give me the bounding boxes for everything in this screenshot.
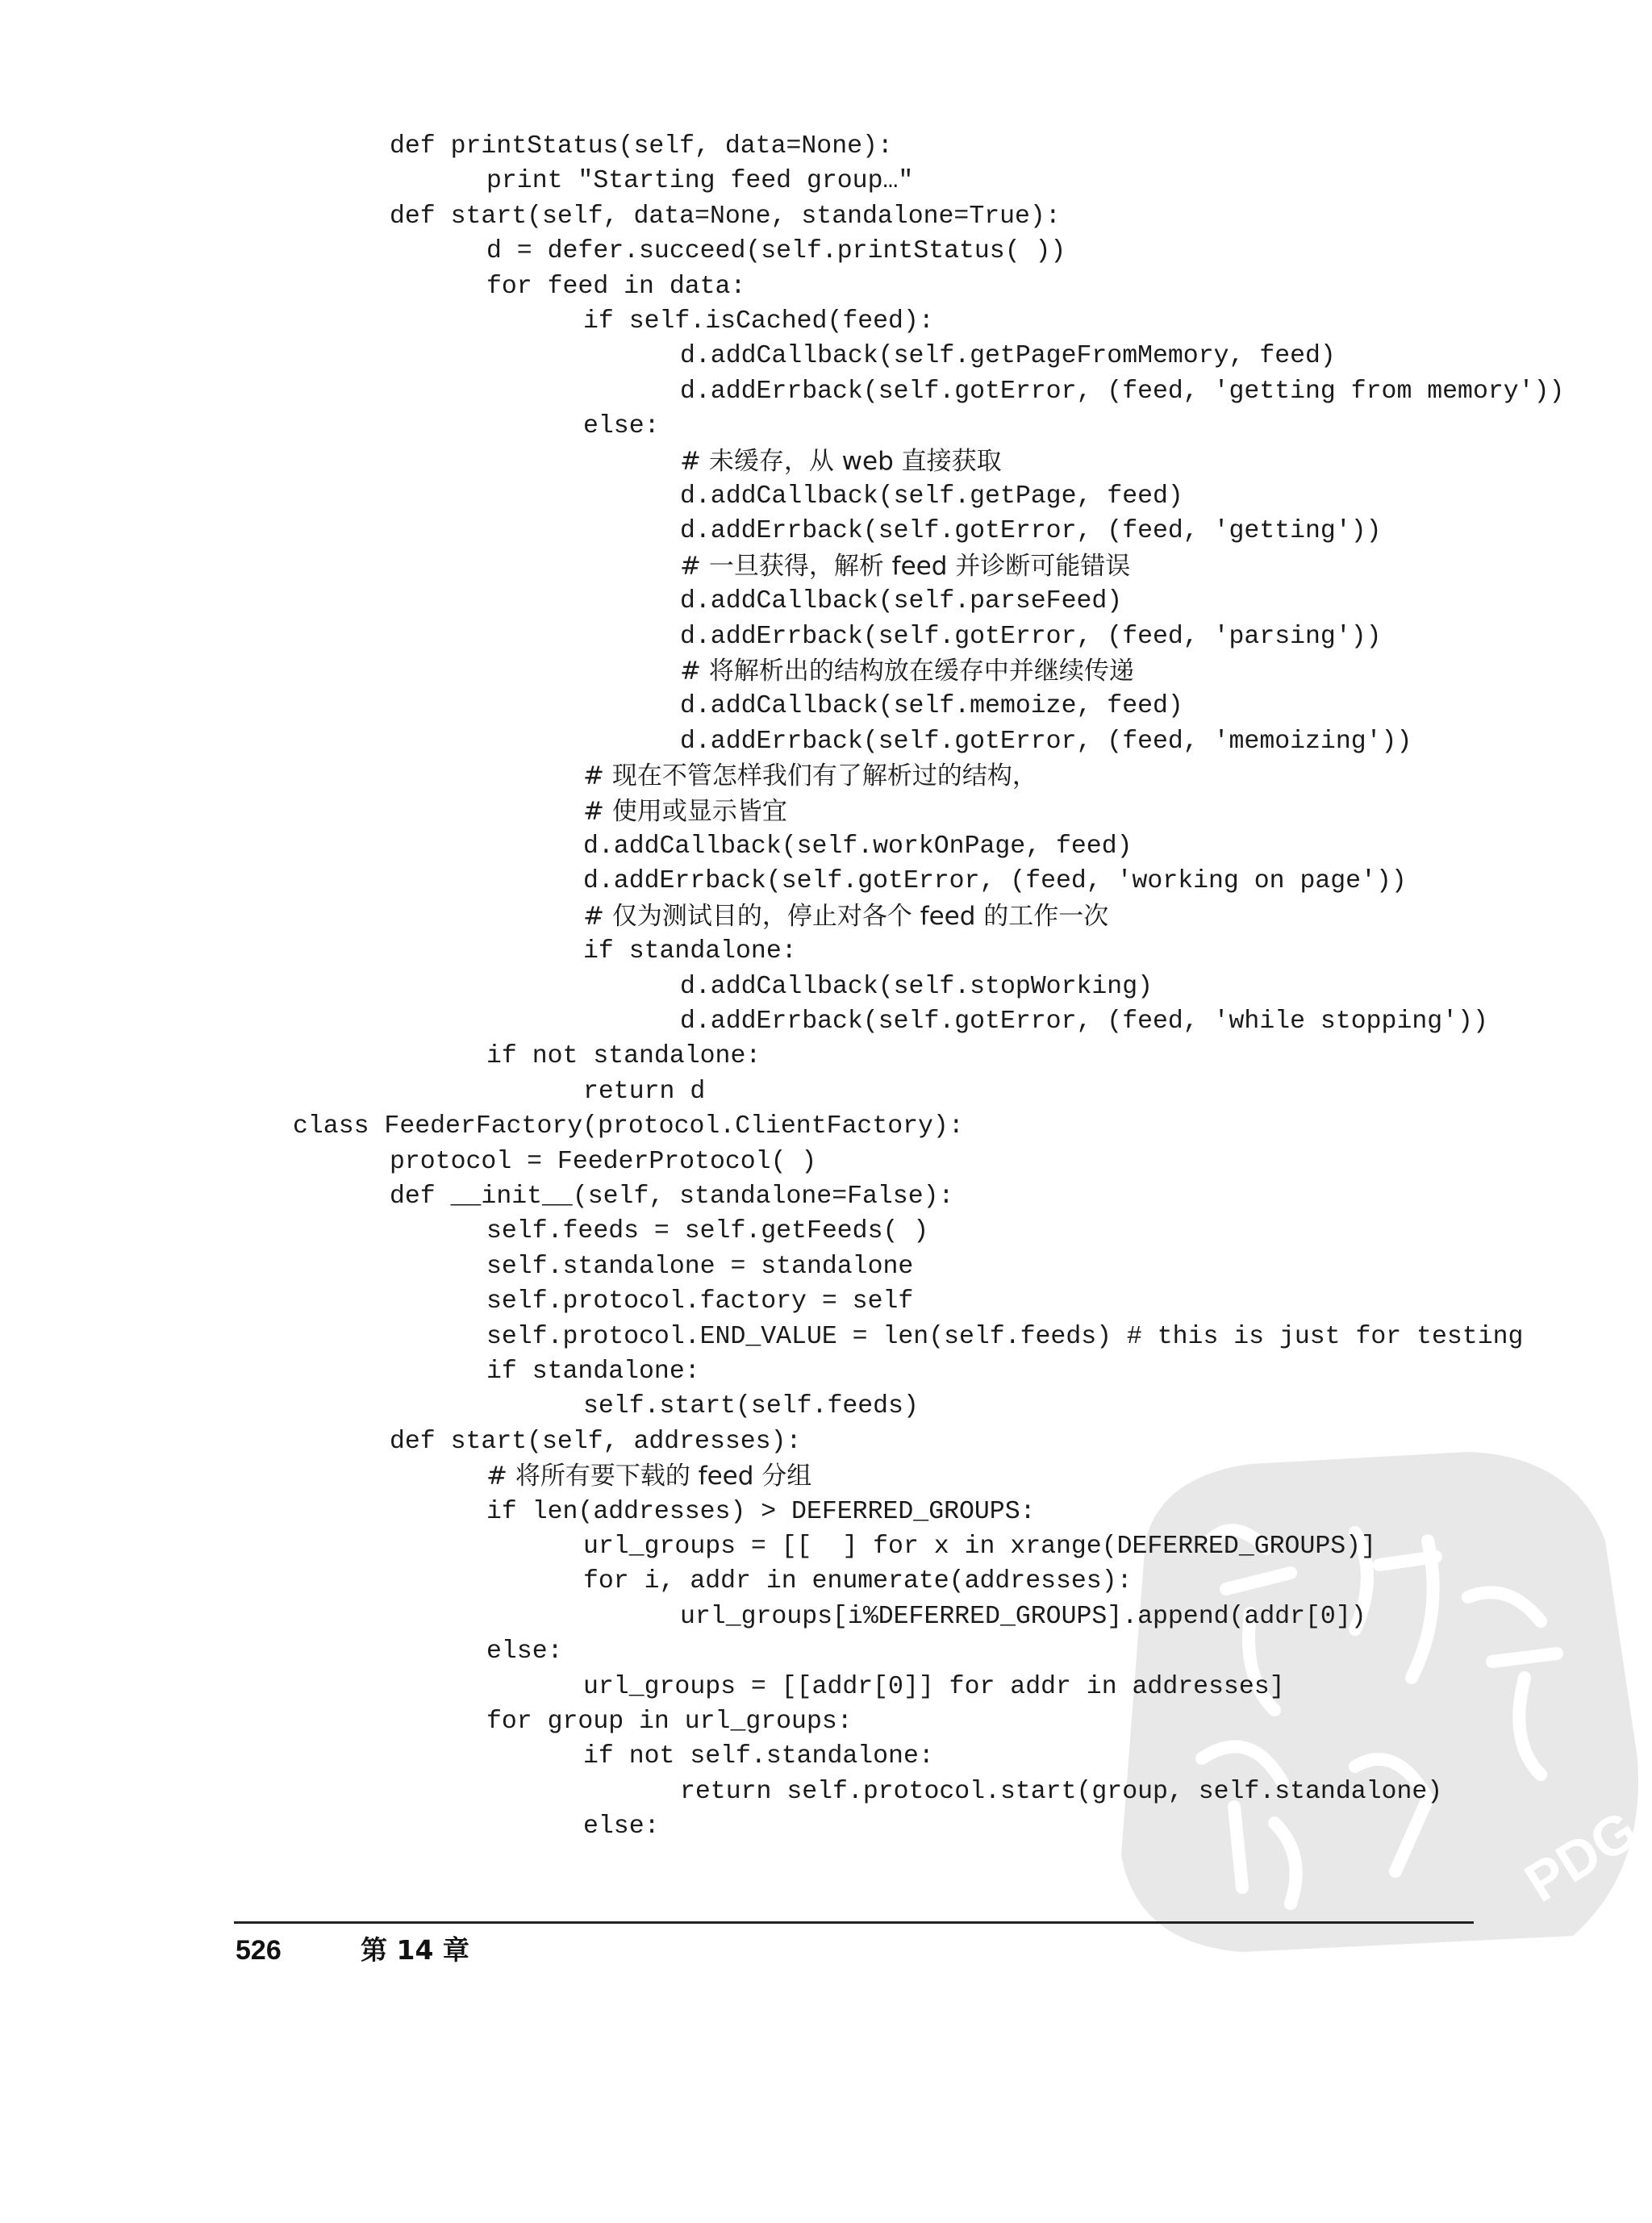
- code-line: def start(self, addresses):: [390, 1428, 802, 1456]
- code-line: if self.isCached(feed):: [583, 307, 934, 336]
- code-line: url_groups = [[ ] for x in xrange(DEFERRED_GROUPS)]: [583, 1533, 1376, 1561]
- code-line: class FeederFactory(protocol.ClientFactory):: [293, 1112, 964, 1141]
- code-line: def __init__(self, standalone=False):: [390, 1182, 954, 1211]
- code-line: url_groups = [[addr[0]] for addr in addresses]: [583, 1673, 1285, 1701]
- code-line: protocol = FeederProtocol( ): [390, 1148, 817, 1176]
- code-line: url_groups[i%DEFERRED_GROUPS].append(addr[0]): [680, 1603, 1366, 1631]
- code-line: d.addErrback(self.gotError, (feed, 'parsing')): [680, 623, 1382, 651]
- watermark-text: PDG: [1514, 1799, 1648, 1914]
- code-line: self.start(self.feeds): [583, 1392, 919, 1420]
- code-line: print "Starting feed group…": [486, 167, 914, 195]
- code-line: d.addCallback(self.stopWorking): [680, 973, 1153, 1001]
- code-comment-line: # 使用或显示皆宜: [583, 797, 787, 826]
- code-comment-line: # 现在不管怎样我们有了解析过的结构，: [583, 761, 1037, 790]
- code-line: else:: [583, 412, 660, 440]
- code-line: d.addErrback(self.gotError, (feed, 'memoizing')): [680, 728, 1412, 756]
- code-line: def start(self, data=None, standalone=True):: [390, 202, 1061, 231]
- code-line: if not self.standalone:: [583, 1742, 934, 1770]
- code-line: if standalone:: [486, 1358, 700, 1386]
- code-comment-line: # 将解析出的结构放在缓存中并继续传递: [680, 657, 1134, 686]
- code-line: else:: [486, 1637, 563, 1666]
- code-line: d.addCallback(self.workOnPage, feed): [583, 832, 1133, 861]
- code-line: self.standalone = standalone: [486, 1253, 914, 1281]
- code-line: else:: [583, 1812, 660, 1841]
- code-line: d.addCallback(self.getPageFromMemory, feed): [680, 342, 1336, 370]
- code-line: return self.protocol.start(group, self.standalone): [680, 1778, 1443, 1806]
- code-line: d.addErrback(self.gotError, (feed, 'working on page')): [583, 867, 1407, 895]
- code-line: self.protocol.factory = self: [486, 1287, 914, 1316]
- code-line: for group in url_groups:: [486, 1708, 853, 1736]
- code-comment-line: # 一旦获得，解析 feed 并诊断可能错误: [680, 552, 1131, 581]
- code-line: if len(addresses) > DEFERRED_GROUPS:: [486, 1498, 1036, 1526]
- code-line: d.addCallback(self.getPage, feed): [680, 482, 1183, 511]
- code-line: self.feeds = self.getFeeds( ): [486, 1217, 929, 1245]
- code-line: d.addCallback(self.parseFeed): [680, 587, 1123, 615]
- code-line: for i, addr in enumerate(addresses):: [583, 1567, 1133, 1595]
- code-line: d.addErrback(self.gotError, (feed, 'while stopping')): [680, 1007, 1488, 1036]
- code-comment-line: # 将所有要下载的 feed 分组: [486, 1462, 812, 1491]
- code-line: d.addCallback(self.memoize, feed): [680, 692, 1183, 720]
- code-line: if standalone:: [583, 937, 797, 966]
- code-comment-line: # 未缓存，从 web 直接获取: [680, 447, 1002, 476]
- code-line: self.protocol.END_VALUE = len(self.feeds) # this is just for testing: [486, 1323, 1524, 1351]
- code-comment-line: # 仅为测试目的，停止对各个 feed 的工作一次: [583, 902, 1109, 931]
- code-line: d = defer.succeed(self.printStatus( )): [486, 237, 1066, 265]
- footer-rule: [234, 1921, 1474, 1924]
- code-line: return d: [583, 1078, 706, 1106]
- code-line: for feed in data:: [486, 273, 746, 301]
- code-line: def printStatus(self, data=None):: [390, 132, 893, 161]
- code-line: d.addErrback(self.gotError, (feed, 'getting')): [680, 517, 1382, 545]
- code-line: d.addErrback(self.gotError, (feed, 'getting from memory')): [680, 377, 1565, 406]
- chapter-label: 第 14 章: [361, 1934, 469, 1966]
- code-line: if not standalone:: [486, 1042, 761, 1070]
- page-number: 526: [236, 1935, 282, 1966]
